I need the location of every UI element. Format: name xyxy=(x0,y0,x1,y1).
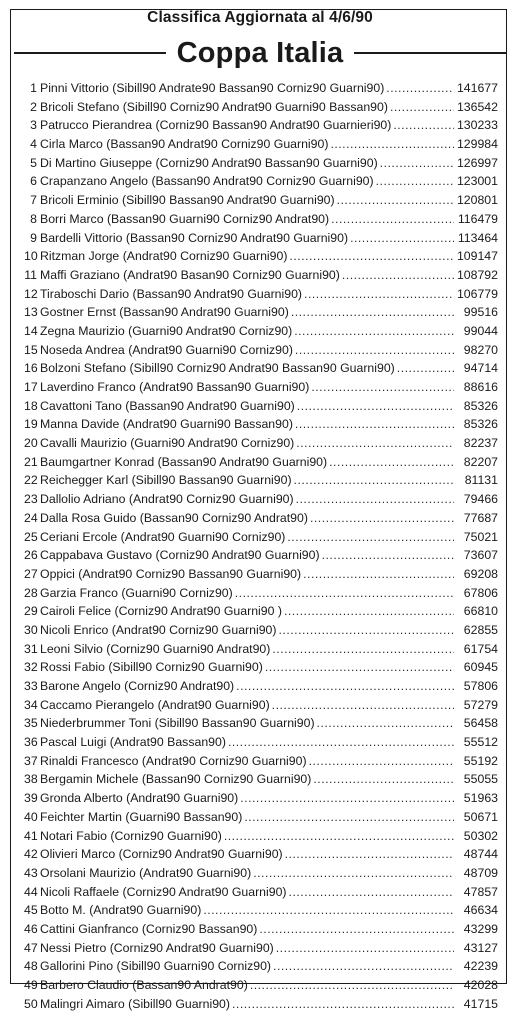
rank-number: 39 xyxy=(24,791,38,806)
rank-number: 13 xyxy=(24,305,38,320)
dot-leader xyxy=(292,322,454,341)
competitor-entry: Cirla Marco (Bassan90 Andrat90 Corniz90 Guarni90) xyxy=(40,137,329,152)
title-rule-left xyxy=(14,52,166,54)
dot-leader xyxy=(327,453,454,472)
points-value: 130233 xyxy=(456,118,498,133)
rank-number: 37 xyxy=(24,753,38,768)
standings-row xyxy=(24,770,498,789)
points-value: 55512 xyxy=(463,735,498,750)
points-value: 106779 xyxy=(456,286,498,301)
competitor-entry: Noseda Andrea (Andrat90 Guarni90 Corniz90) xyxy=(40,342,293,357)
standings-row xyxy=(24,415,498,434)
dot-leader xyxy=(348,229,454,248)
standings-row xyxy=(24,808,498,827)
rank-number: 29 xyxy=(24,604,38,619)
dot-leader xyxy=(287,247,454,266)
dot-leader xyxy=(374,172,454,191)
standings-row xyxy=(24,584,498,603)
dot-leader xyxy=(248,976,454,995)
competitor-entry: Dallolio Adriano (Andrat90 Corniz90 Guarni90) xyxy=(40,492,294,507)
competitor-entry: Niederbrummer Toni (Sibill90 Bassan90 Guarni90) xyxy=(40,716,315,731)
dot-leader xyxy=(311,770,454,789)
rank-number: 9 xyxy=(30,230,37,245)
standings-row xyxy=(24,266,498,285)
dot-leader xyxy=(233,584,454,603)
rank-number: 18 xyxy=(24,398,38,413)
competitor-entry: Barbero Claudio (Bassan90 Andrat90) xyxy=(40,978,248,992)
dot-leader xyxy=(263,658,454,677)
points-value: 85326 xyxy=(463,398,498,413)
competitor-entry: Feichter Martin (Guarni90 Bassan90) xyxy=(40,809,243,824)
competitor-entry: Botto M. (Andrat90 Guarni90) xyxy=(40,903,202,918)
dot-leader xyxy=(315,714,454,733)
points-value: 129984 xyxy=(456,137,498,152)
rank-number: 45 xyxy=(24,903,38,918)
standings-row xyxy=(24,733,498,752)
standings-row xyxy=(24,939,498,958)
dot-leader xyxy=(293,341,454,360)
competitor-entry: Olivieri Marco (Corniz90 Andrat90 Guarni90) xyxy=(40,847,283,862)
competitor-entry: Tiraboschi Dario (Bassan90 Andrat90 Guarni90) xyxy=(40,286,303,301)
rank-number: 2 xyxy=(30,99,37,114)
points-value: 120801 xyxy=(456,193,498,208)
competitor-entry: Cattini Gianfranco (Corniz90 Bassan90) xyxy=(40,921,258,936)
standings-row xyxy=(24,976,498,995)
rank-number: 8 xyxy=(30,211,37,226)
points-value: 42028 xyxy=(463,978,498,992)
dot-leader xyxy=(302,285,454,304)
competitor-entry: Bergamin Michele (Bassan90 Corniz90 Guarni90) xyxy=(40,772,312,787)
competitor-entry: Notari Fabio (Corniz90 Guarni90) xyxy=(40,828,222,843)
dot-leader xyxy=(226,733,454,752)
standings-row xyxy=(24,341,498,360)
rank-number: 7 xyxy=(30,193,37,208)
competitor-entry: Pascal Luigi (Andrat90 Bassan90) xyxy=(40,735,226,750)
rank-number: 19 xyxy=(24,417,38,432)
competitor-entry: Baumgartner Konrad (Bassan90 Andrat90 Guarni90) xyxy=(40,454,328,469)
points-value: 46634 xyxy=(463,903,498,918)
competitor-entry: Cavattoni Tano (Bassan90 Andrat90 Guarni90) xyxy=(40,398,295,413)
title-rule-right xyxy=(354,52,506,54)
rank-number: 47 xyxy=(24,940,38,955)
dot-leader xyxy=(201,901,454,920)
rank-number: 41 xyxy=(24,828,38,843)
dot-leader xyxy=(292,471,454,490)
rank-number: 22 xyxy=(24,473,38,488)
points-value: 99044 xyxy=(463,323,498,338)
dot-leader xyxy=(230,995,454,1013)
standings-row xyxy=(24,714,498,733)
competitor-entry: Malingri Aimaro (Sibill90 Guarni90) xyxy=(40,996,230,1011)
points-value: 77687 xyxy=(463,510,498,525)
competitor-entry: Cappabava Gustavo (Corniz90 Andrat90 Guarni90) xyxy=(40,548,320,563)
standings-row xyxy=(24,453,498,472)
dot-leader xyxy=(234,677,454,696)
rank-number: 46 xyxy=(24,921,38,936)
rank-number: 4 xyxy=(30,137,37,152)
competitor-entry: Leoni Silvio (Corniz90 Guarni90 Andrat90) xyxy=(40,641,271,656)
standings-row xyxy=(24,621,498,640)
points-value: 47857 xyxy=(463,884,498,899)
competitor-entry: Bricoli Stefano (Sibill90 Corniz90 Andrat90 Guarni90 Bassan90) xyxy=(40,99,388,114)
rank-number: 15 xyxy=(24,342,38,357)
rank-number: 25 xyxy=(24,529,38,544)
dot-leader xyxy=(270,696,454,715)
standings-row xyxy=(24,397,498,416)
rank-number: 11 xyxy=(24,267,37,282)
points-value: 62855 xyxy=(463,622,498,637)
rank-number: 38 xyxy=(24,772,38,787)
standings-row xyxy=(24,528,498,547)
rank-number: 3 xyxy=(30,118,37,133)
standings-row xyxy=(24,883,498,902)
points-value: 75021 xyxy=(463,529,498,544)
dot-leader xyxy=(388,98,454,117)
dot-leader xyxy=(289,303,454,322)
points-value: 69208 xyxy=(463,566,498,581)
points-value: 42239 xyxy=(463,959,498,974)
dot-leader xyxy=(309,378,454,397)
standings-list xyxy=(24,79,498,1013)
rank-number: 17 xyxy=(24,380,38,394)
standings-row xyxy=(24,845,498,864)
points-value: 123001 xyxy=(456,174,498,189)
points-value: 50671 xyxy=(463,809,498,824)
competitor-entry: Nicoli Enrico (Andrat90 Corniz90 Guarni90) xyxy=(40,622,277,637)
points-value: 43299 xyxy=(463,921,498,936)
competitor-entry: Oppici (Andrat90 Corniz90 Bassan90 Guarni90) xyxy=(40,566,302,581)
points-value: 82237 xyxy=(463,436,498,451)
points-value: 82207 xyxy=(463,454,498,469)
competitor-entry: Pinni Vittorio (Sibill90 Andrate90 Bassan90 Corniz90 Guarni90) xyxy=(40,81,385,95)
competitor-entry: Maffi Graziano (Andrat90 Basan90 Corniz90 Guarni90) xyxy=(40,267,340,282)
standings-row xyxy=(24,229,498,248)
page-title: Coppa Italia xyxy=(176,37,344,69)
dot-leader xyxy=(320,546,454,565)
dot-leader xyxy=(238,789,454,808)
points-value: 141677 xyxy=(456,81,498,95)
rank-number: 48 xyxy=(24,959,38,974)
competitor-entry: Cavalli Maurizio (Guarni90 Andrat90 Corniz90) xyxy=(40,436,295,451)
competitor-entry: Gallorini Pino (Sibill90 Guarni90 Corniz90) xyxy=(40,959,272,974)
standings-row xyxy=(24,658,498,677)
standings-row xyxy=(24,135,498,154)
rank-number: 24 xyxy=(24,510,38,525)
standings-row xyxy=(24,116,498,135)
standings-row xyxy=(24,901,498,920)
rank-number: 6 xyxy=(30,174,37,189)
points-value: 98270 xyxy=(463,342,498,357)
competitor-entry: Crapanzano Angelo (Bassan90 Andrat90 Corniz90 Guarni90) xyxy=(40,174,374,189)
points-value: 116479 xyxy=(457,211,498,226)
rank-number: 12 xyxy=(24,286,38,301)
dot-leader xyxy=(384,79,454,98)
page-subtitle: Classifica Aggiornata al 4/6/90 xyxy=(147,9,373,26)
competitor-entry: Ritzman Jorge (Andrat90 Corniz90 Guarni90) xyxy=(40,249,288,264)
rank-number: 20 xyxy=(24,436,38,451)
competitor-entry: Manna Davide (Andrat90 Guarni90 Bassan90) xyxy=(40,417,293,432)
standings-row xyxy=(24,995,498,1013)
dot-leader xyxy=(335,191,454,210)
points-value: 50302 xyxy=(463,828,498,843)
rank-number: 44 xyxy=(24,884,38,899)
points-value: 136542 xyxy=(456,99,498,114)
dot-leader xyxy=(395,359,454,378)
competitor-entry: Patrucco Pierandrea (Corniz90 Bassan90 Andrat90 Guarnieri90) xyxy=(40,118,392,133)
dot-leader xyxy=(222,827,454,846)
points-value: 41715 xyxy=(463,996,498,1011)
points-value: 66810 xyxy=(463,604,498,619)
standings-row xyxy=(24,509,498,528)
standings-row xyxy=(24,285,498,304)
standings-row xyxy=(24,565,498,584)
rank-number: 42 xyxy=(24,847,38,862)
standings-row xyxy=(24,696,498,715)
rank-number: 49 xyxy=(24,978,38,992)
points-value: 73607 xyxy=(463,548,498,563)
points-value: 67806 xyxy=(463,585,498,600)
standings-row xyxy=(24,172,498,191)
competitor-entry: Borri Marco (Bassan90 Guarni90 Corniz90 Andrat90) xyxy=(40,211,330,226)
points-value: 57279 xyxy=(463,697,498,712)
standings-row xyxy=(24,210,498,229)
points-value: 79466 xyxy=(463,492,498,507)
competitor-entry: Rossi Fabio (Sibill90 Corniz90 Guarni90) xyxy=(40,660,263,675)
points-value: 57806 xyxy=(463,679,498,693)
competitor-entry: Garzia Franco (Guarni90 Corniz90) xyxy=(40,585,233,600)
standings-row xyxy=(24,957,498,976)
rank-number: 31 xyxy=(24,641,38,656)
competitor-entry: Nessi Pietro (Corniz90 Andrat90 Guarni90) xyxy=(40,940,274,955)
competitor-entry: Di Martino Giuseppe (Corniz90 Andrat90 Bassan90 Guarni90) xyxy=(40,155,378,170)
points-value: 48744 xyxy=(463,847,498,862)
rank-number: 1 xyxy=(30,81,37,95)
competitor-entry: Nicoli Raffaele (Corniz90 Andrat90 Guarni90) xyxy=(40,884,287,899)
rank-number: 10 xyxy=(24,249,38,264)
rank-number: 35 xyxy=(24,716,38,731)
standings-row xyxy=(24,677,498,696)
competitor-entry: Ceriani Ercole (Andrat90 Guarni90 Corniz90) xyxy=(40,529,286,544)
standings-row xyxy=(24,602,498,621)
competitor-entry: Barone Angelo (Corniz90 Andrat90) xyxy=(40,679,235,693)
standings-row xyxy=(24,471,498,490)
dot-leader xyxy=(301,565,454,584)
title-banner xyxy=(14,33,506,73)
rank-number: 43 xyxy=(24,865,38,880)
dot-leader xyxy=(308,509,454,528)
competitor-entry: Caccamo Pierangelo (Andrat90 Guarni90) xyxy=(40,697,270,712)
points-value: 61754 xyxy=(463,641,498,656)
points-value: 55055 xyxy=(463,772,498,787)
dot-leader xyxy=(328,135,454,154)
rank-number: 5 xyxy=(30,155,37,170)
dot-leader xyxy=(276,621,454,640)
competitor-entry: Orsolani Maurizio (Andrat90 Guarni90) xyxy=(40,865,252,880)
competitor-entry: Bolzoni Stefano (Sibill90 Corniz90 Andrat90 Bassan90 Guarni90) xyxy=(40,361,395,376)
rank-number: 27 xyxy=(24,566,38,581)
points-value: 108792 xyxy=(456,267,498,282)
standings-row xyxy=(24,303,498,322)
rank-number: 33 xyxy=(24,679,38,693)
rank-number: 40 xyxy=(24,809,38,824)
dot-leader xyxy=(294,434,454,453)
dot-leader xyxy=(378,154,454,173)
rank-number: 23 xyxy=(24,492,38,507)
dot-leader xyxy=(257,920,454,939)
points-value: 56458 xyxy=(463,716,498,731)
points-value: 60945 xyxy=(463,660,498,675)
points-value: 85326 xyxy=(463,417,498,432)
standings-row xyxy=(24,191,498,210)
dot-leader xyxy=(329,210,454,229)
rank-number: 14 xyxy=(24,323,38,338)
standings-row xyxy=(24,247,498,266)
dot-leader xyxy=(391,116,454,135)
rank-number: 26 xyxy=(24,548,38,563)
competitor-entry: Dalla Rosa Guido (Bassan90 Corniz90 Andrat90) xyxy=(40,510,308,525)
rank-number: 16 xyxy=(24,361,38,376)
rank-number: 21 xyxy=(24,454,38,469)
dot-leader xyxy=(340,266,454,285)
standings-row xyxy=(24,154,498,173)
points-value: 99516 xyxy=(463,305,498,320)
standings-row xyxy=(24,640,498,659)
competitor-entry: Bardelli Vittorio (Bassan90 Corniz90 Andrat90 Guarni90) xyxy=(40,230,349,245)
standings-row xyxy=(24,546,498,565)
standings-row xyxy=(24,864,498,883)
points-value: 55192 xyxy=(463,753,498,768)
dot-leader xyxy=(271,957,454,976)
standings-row xyxy=(24,98,498,117)
points-value: 109147 xyxy=(456,249,498,264)
standings-row xyxy=(24,490,498,509)
dot-leader xyxy=(294,490,454,509)
rank-number: 50 xyxy=(24,996,38,1011)
dot-leader xyxy=(270,640,454,659)
dot-leader xyxy=(282,602,454,621)
standings-row xyxy=(24,789,498,808)
dot-leader xyxy=(274,939,454,958)
points-value: 113464 xyxy=(457,230,498,245)
points-value: 126997 xyxy=(456,155,498,170)
competitor-entry: Cairoli Felice (Corniz90 Andrat90 Guarni90 ) xyxy=(40,604,282,619)
dot-leader xyxy=(307,752,454,771)
rank-number: 34 xyxy=(24,697,38,712)
competitor-entry: Gostner Ernst (Bassan90 Andrat90 Guarni90) xyxy=(40,305,289,320)
points-value: 51963 xyxy=(463,791,498,806)
standings-row xyxy=(24,359,498,378)
competitor-entry: Laverdino Franco (Andrat90 Bassan90 Guarni90) xyxy=(40,380,310,394)
rank-number: 36 xyxy=(24,735,38,750)
competitor-entry: Reichegger Karl (Sibill90 Bassan90 Guarni90) xyxy=(40,473,292,488)
standings-row xyxy=(24,920,498,939)
dot-leader xyxy=(293,415,454,434)
dot-leader xyxy=(287,883,454,902)
points-value: 94714 xyxy=(463,361,498,376)
points-value: 88616 xyxy=(463,380,498,394)
dot-leader xyxy=(251,864,454,883)
competitor-entry: Zegna Maurizio (Guarni90 Andrat90 Corniz90) xyxy=(40,323,293,338)
points-value: 81131 xyxy=(464,473,498,488)
dot-leader xyxy=(285,528,454,547)
competitor-entry: Rinaldi Francesco (Andrat90 Corniz90 Guarni90) xyxy=(40,753,307,768)
dot-leader xyxy=(295,397,454,416)
dot-leader xyxy=(242,808,454,827)
standings-row xyxy=(24,827,498,846)
dot-leader xyxy=(283,845,454,864)
rank-number: 28 xyxy=(24,585,38,600)
rank-number: 30 xyxy=(24,622,38,637)
points-value: 43127 xyxy=(463,940,498,955)
standings-row xyxy=(24,752,498,771)
competitor-entry: Bricoli Erminio (Sibill90 Bassan90 Andrat90 Guarni90) xyxy=(40,193,335,208)
standings-row xyxy=(24,434,498,453)
points-value: 48709 xyxy=(463,865,498,880)
rank-number: 32 xyxy=(24,660,38,675)
competitor-entry: Gronda Alberto (Andrat90 Guarni90) xyxy=(40,791,239,806)
standings-row xyxy=(24,322,498,341)
standings-row xyxy=(24,378,498,397)
standings-row xyxy=(24,79,498,98)
